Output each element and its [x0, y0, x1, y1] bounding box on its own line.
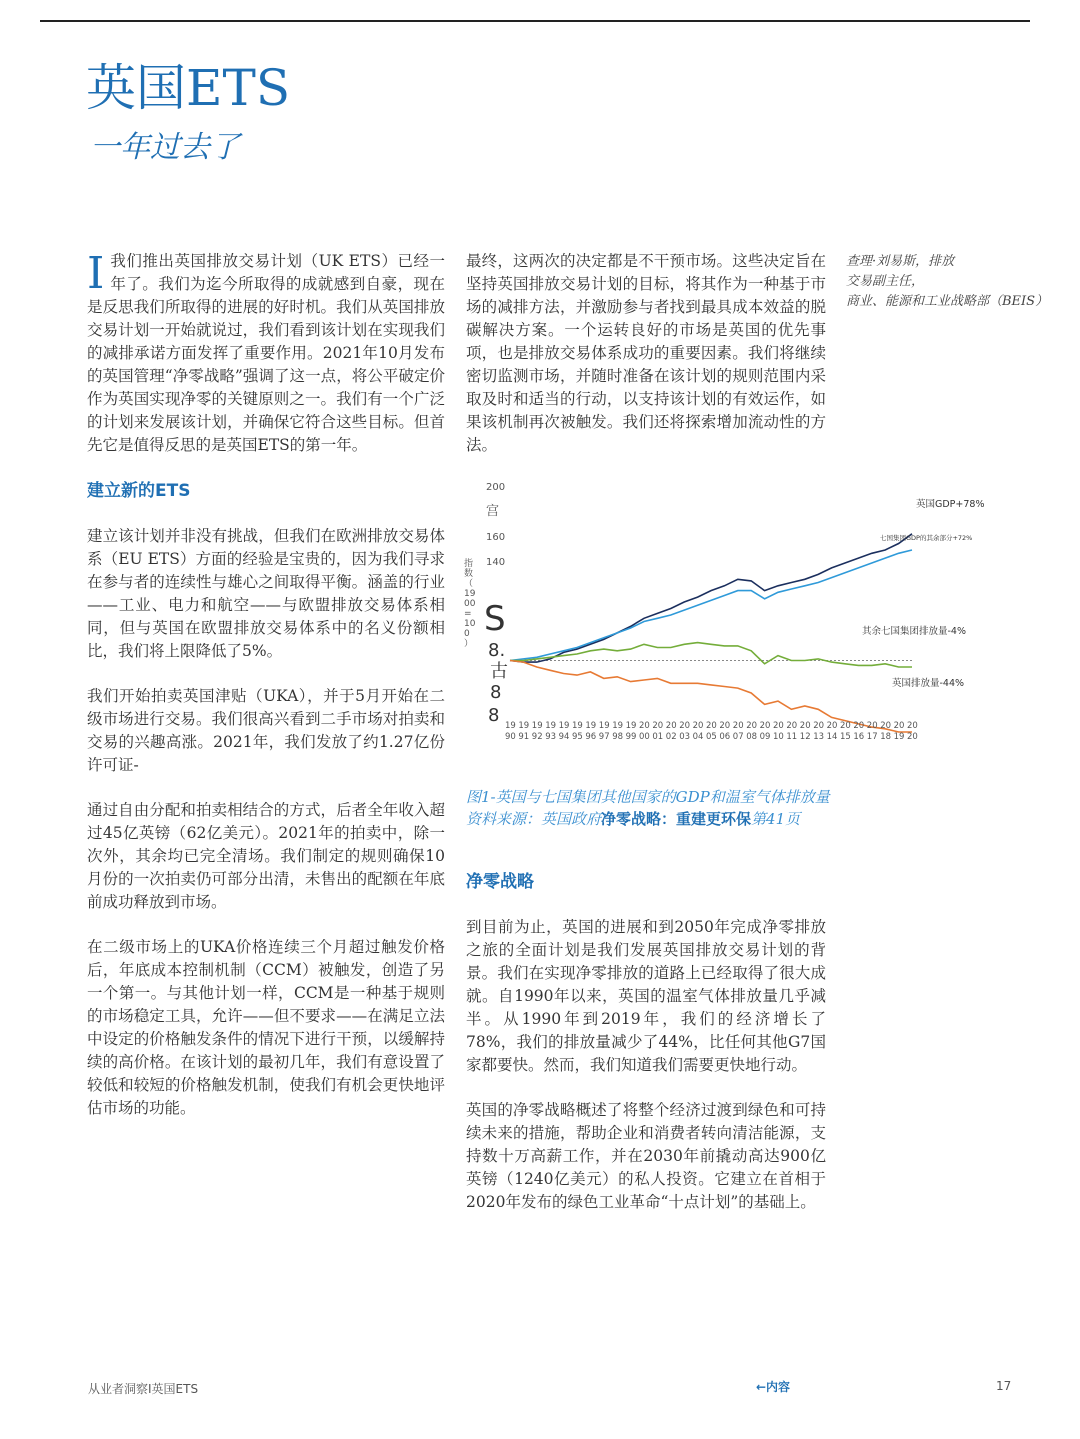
x-tick-label: 20 — [692, 721, 704, 731]
paragraph: 我们开始拍卖英国津贴（UKA），并于5月开始在二级市场进行交易。我们很高兴看到二手市场对拍卖和交易的兴趣高涨。2021年，我们发放了约1.27亿份许可证- — [87, 687, 445, 774]
x-tick-label: 20 — [639, 721, 650, 731]
x-tick-label: 20 — [880, 721, 892, 731]
x-tick-label: 12 — [799, 732, 811, 742]
x-tick-label: 20 — [840, 721, 851, 731]
x-tick-label: 95 — [572, 732, 583, 742]
y-axis-label-char: 19 — [464, 589, 476, 599]
x-tick-label: 20 — [799, 721, 811, 731]
y-tick-label: 200 — [486, 482, 506, 493]
section-heading-new-ets: 建立新的ETS — [87, 481, 191, 501]
x-tick-label: 19 — [558, 721, 570, 731]
x-tick-label: 96 — [585, 732, 597, 742]
x-tick-label: 93 — [545, 732, 557, 742]
x-tick-label: 07 — [732, 732, 744, 742]
y-axis-label-char: 数 — [464, 569, 474, 579]
drop-cap: I — [87, 248, 105, 299]
author-byline — [846, 252, 1049, 312]
x-tick-label: 98 — [612, 732, 624, 742]
paragraph: 到目前为止，英国的进展和到2050年完成净零排放之旅的全面计划是我们发展英国排放交易计划的背景。我们在实现净零排放的道路上已经取得了很大成就。自1990年以来，英国的温室气体排放量几乎减半。从1990年到2019年，我们的经济增长了78%，我们的排放量减少了44%，比任何其他G7国家都要快。然而，我们知道我们需要更快地行动。 — [466, 918, 826, 1074]
x-tick-label: 20 — [907, 721, 918, 731]
x-tick-label: 11 — [786, 732, 798, 742]
column-right-bottom — [466, 870, 826, 1236]
x-tick-label: 19 — [545, 721, 557, 731]
y-axis-label-char: 指 — [464, 559, 474, 569]
x-tick-label: 20 — [665, 721, 677, 731]
x-tick-label: 01 — [652, 732, 664, 742]
x-tick-label: 20 — [773, 721, 784, 731]
x-tick-label: 06 — [719, 732, 731, 742]
y-axis-glyph: 古 — [490, 661, 508, 682]
x-tick-label: 94 — [558, 732, 570, 742]
caption-source — [466, 808, 836, 830]
x-tick-label: 19 — [625, 721, 637, 731]
x-tick-label: 20 — [866, 721, 878, 731]
series-label: 七国集团GDP的其余部分+72% — [880, 534, 973, 542]
byline-line: 交易副主任， — [846, 274, 925, 289]
x-tick-label: 99 — [625, 732, 637, 742]
series-label: 英国排放量-44% — [892, 678, 965, 689]
x-tick-label: 19 — [572, 721, 583, 731]
series-line — [510, 643, 912, 667]
intro-text: 我们推出英国排放交易计划（UK ETS）已经一年了。我们为迄今所取得的成就感到自豪，现在是反思我们所取得的进展的好时机。我们从英国排放交易计划一开始就说过，我们看到该计划在实现我们的减排承诺方面发挥了重要作用。2021年10月发布的英国管理“净零战略”强调了这一点，将公平破定价作为英国实现净零的关键原则之一。我们有一个广泛的计划来发展该计划，并确保它符合这些目标。但首先它是值得反思的是英国ETS的第一年。 — [87, 252, 445, 454]
x-tick-label: 20 — [826, 721, 838, 731]
x-tick-label: 19 — [505, 721, 516, 731]
page-subtitle: 一年过去了 — [90, 130, 240, 165]
source-prefix: 资料来源：英国政府 — [466, 810, 602, 828]
series-line — [510, 534, 912, 662]
y-axis-label-char: 00 — [464, 599, 476, 609]
x-tick-label: 10 — [773, 732, 784, 742]
page-title: 英国ETS — [86, 59, 291, 117]
x-tick-label: 08 — [746, 732, 758, 742]
x-tick-label: 15 — [840, 732, 851, 742]
paragraph: 在二级市场上的UKA价格连续三个月超过触发价格后，年底成本控制机制（CCM）被触发，创造了另一个第一。与其他计划一样，CCM是一种基于规则的市场稳定工具，允许——但不要求——在满足立法中设定的价格触发条件的情况下进行干预，以缓解持续的高价格。在该计划的最初几年，我们有意设置了较低和较短的价格触发机制，使我们有机会更快地评估市场的功能。 — [87, 938, 445, 1117]
x-tick-label: 19 — [598, 721, 610, 731]
y-tick-label: 宫 — [486, 504, 500, 519]
x-tick-label: 20 — [853, 721, 865, 731]
figure-caption — [466, 786, 836, 830]
x-tick-label: 19 — [893, 732, 905, 742]
byline-line: 商业、能源和工业战略部（BEIS） — [846, 294, 1049, 309]
x-tick-label: 19 — [612, 721, 624, 731]
x-tick-label: 19 — [585, 721, 597, 731]
y-tick-label: 140 — [486, 557, 506, 568]
x-tick-label: 20 — [732, 721, 744, 731]
contents-link[interactable]: ←内容 — [756, 1380, 791, 1394]
x-tick-label: 03 — [679, 732, 691, 742]
x-tick-label: 19 — [531, 721, 543, 731]
footer-publication: 从业者洞察I英国ETS — [88, 1382, 199, 1396]
x-tick-label: 19 — [518, 721, 530, 731]
x-tick-label: 13 — [813, 732, 825, 742]
x-tick-label: 00 — [639, 732, 650, 742]
byline-line: 查理·刘易斯，排放 — [846, 254, 955, 269]
y-axis-label-char: （ — [464, 579, 474, 589]
x-tick-label: 97 — [598, 732, 610, 742]
paragraph: 英国的净零战略概述了将整个经济过渡到绿色和可持续未来的措施，帮助企业和消费者转向清洁能源，支持数十万高薪工作，并在2030年前撬动高达900亿英镑（1240亿美元）的私人投资。它建立在首相于2020年发布的绿色工业革命“十点计划”的基础上。 — [466, 1101, 826, 1211]
column-left — [87, 250, 445, 1142]
y-axis-glyph: 8. — [488, 640, 506, 661]
x-tick-label: 91 — [518, 732, 530, 742]
x-tick-label: 04 — [692, 732, 704, 742]
x-tick-label: 14 — [826, 732, 838, 742]
x-tick-label: 90 — [505, 732, 516, 742]
source-suffix: 第41页 — [751, 810, 801, 828]
paragraph: 建立该计划并非没有挑战，但我们在欧洲排放交易体系（EU ETS）方面的经验是宝贵的，因为我们寻求在参与者的连续性与雄心之间取得平衡。涵盖的行业——工业、电力和航空——与欧盟排放交易体系相同，但与英国在欧盟排放交易体系中的名义份额相比，我们将上限降低了5%。 — [87, 527, 445, 660]
y-axis-label-char: ） — [464, 639, 474, 649]
paragraph: 最终，这两次的决定都是不干预市场。这些决定旨在坚持英国排放交易计划的目标，将其作为一种基于市场的减排方法，并激励参与者找到最具成本效益的脱碳解决方案。一个运转良好的市场是英国的优先事项，也是排放交易体系成功的重要因素。我们将继续密切监测市场，并随时准备在该计划的规则范围内采取及时和适当的行动，以支持该计划的有效运作，如果该机制再次被触发。我们还将探索增加流动性的方法。 — [466, 252, 826, 454]
gdp-emissions-chart — [460, 478, 1000, 788]
y-axis-label-char: 0 — [464, 629, 470, 639]
x-tick-label: 20 — [907, 732, 918, 742]
x-tick-label: 20 — [759, 721, 771, 731]
x-tick-label: 18 — [880, 732, 892, 742]
x-tick-label: 20 — [893, 721, 905, 731]
y-axis-glyph: 8 — [488, 705, 500, 726]
x-tick-label: 92 — [531, 732, 543, 742]
series-label: 其余七国集团排放量-4% — [862, 626, 966, 637]
x-tick-label: 05 — [706, 732, 717, 742]
x-tick-label: 20 — [652, 721, 664, 731]
y-axis-glyph: S — [484, 599, 506, 639]
y-axis-label-char: = — [464, 609, 472, 619]
y-tick-label: 160 — [486, 532, 506, 543]
x-tick-label: 20 — [786, 721, 798, 731]
page-number: 17 — [996, 1379, 1012, 1393]
x-tick-label: 20 — [746, 721, 758, 731]
x-tick-label: 02 — [665, 732, 677, 742]
x-tick-label: 20 — [679, 721, 691, 731]
column-right-top — [466, 250, 826, 479]
y-axis-label-char: 10 — [464, 619, 476, 629]
y-axis-glyph: 8 — [490, 682, 502, 703]
x-tick-label: 16 — [853, 732, 865, 742]
x-tick-label: 17 — [866, 732, 878, 742]
x-tick-label: 20 — [706, 721, 717, 731]
source-title: 净零战略：重建更环保 — [601, 810, 752, 828]
top-rule — [40, 20, 1030, 22]
intro-paragraph — [87, 250, 445, 457]
x-tick-label: 20 — [813, 721, 825, 731]
series-label: 英国GDP+78% — [916, 499, 985, 510]
paragraph: 通过自由分配和拍卖相结合的方式，后者全年收入超过45亿英镑（62亿美元）。2021年的拍卖中，除一次外，其余均已完全清场。我们制定的规则确保10月份的一次拍卖仍可部分出清，未售出的配额在年底前成功释放到市场。 — [87, 801, 445, 911]
caption-title: 图1-英国与七国集团其他国家的GDP和温室气体排放量 — [466, 788, 830, 806]
x-tick-label: 20 — [719, 721, 731, 731]
section-heading-net-zero: 净零战略 — [466, 872, 534, 892]
x-tick-label: 09 — [759, 732, 771, 742]
